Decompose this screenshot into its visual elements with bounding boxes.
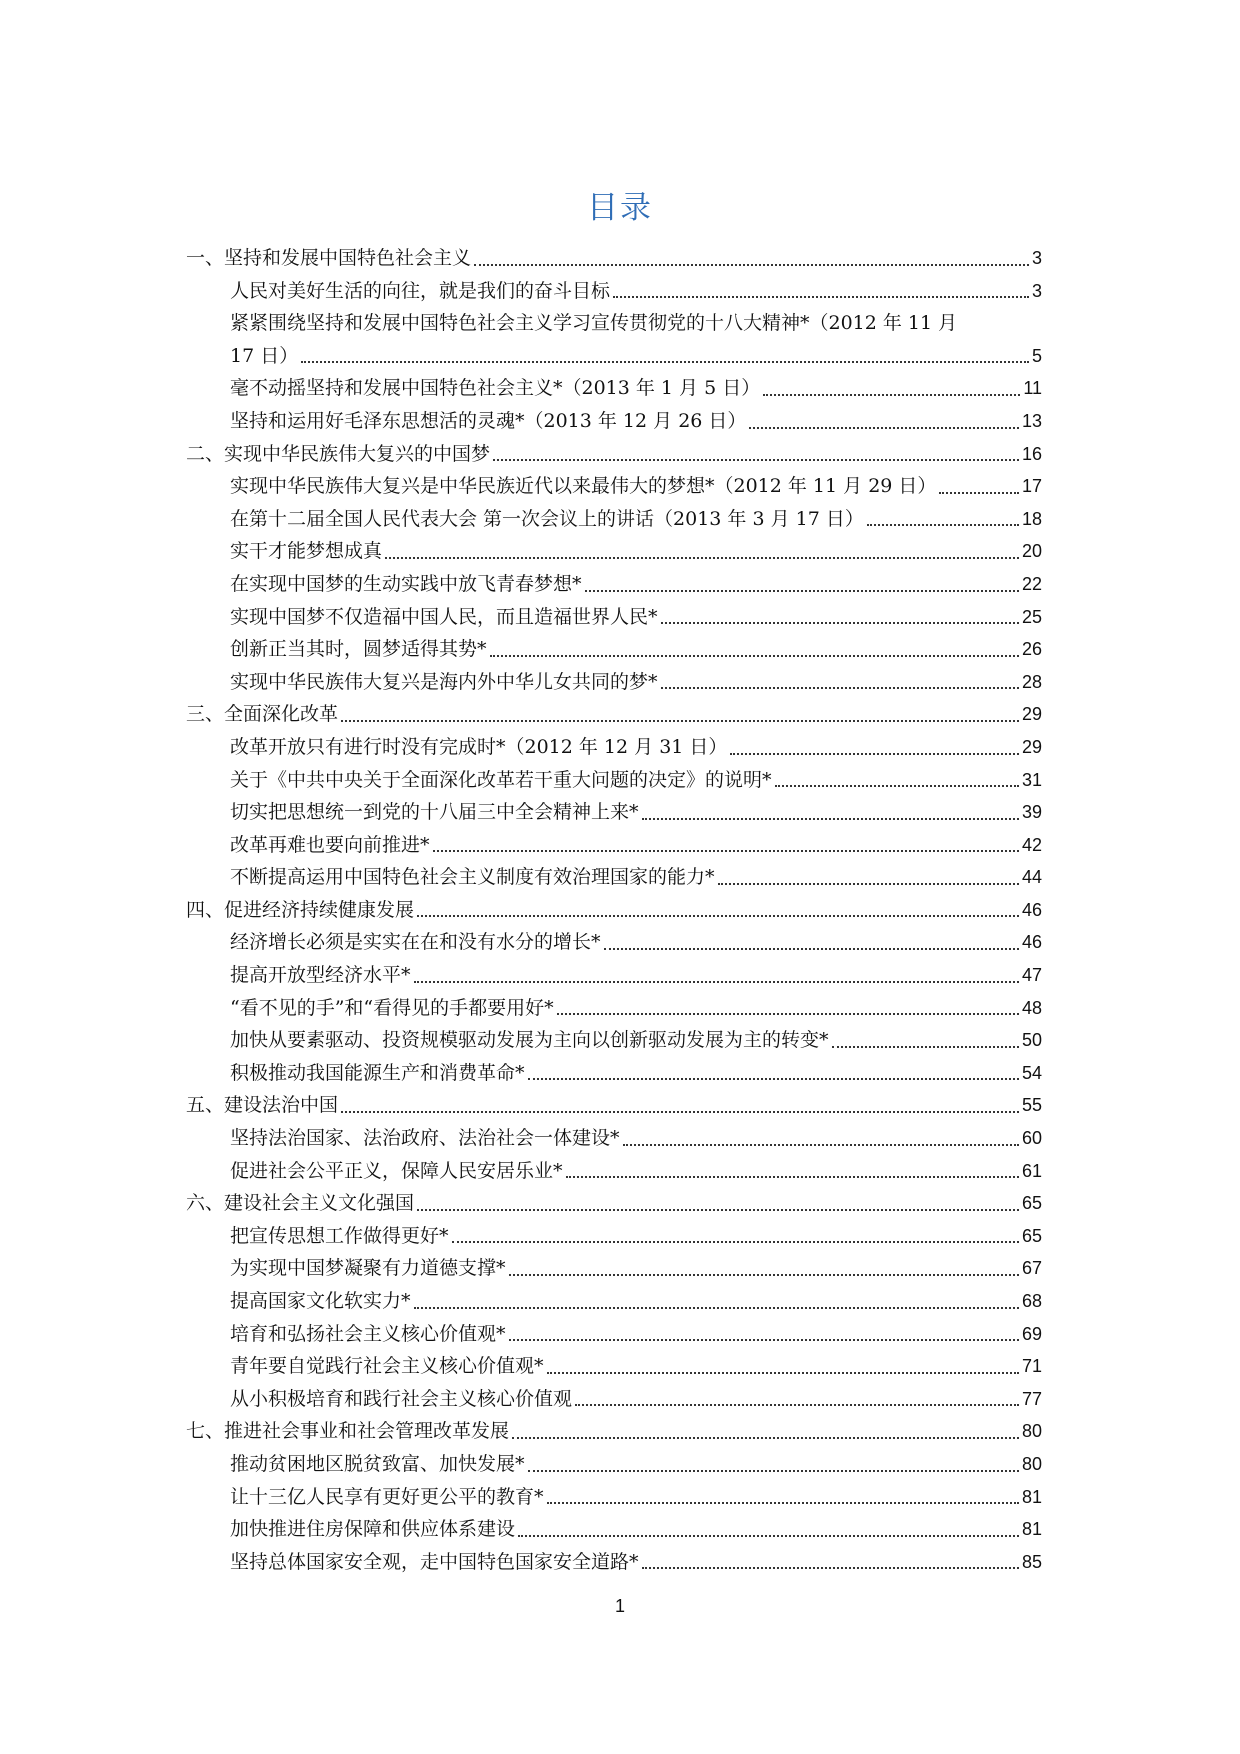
toc-entry[interactable] xyxy=(186,1155,1042,1188)
toc-entry-title: 17 日） xyxy=(230,344,299,367)
toc-entry[interactable] xyxy=(186,731,1042,764)
toc-entry[interactable] xyxy=(186,1285,1042,1318)
toc-section-entry[interactable] xyxy=(186,1089,1042,1122)
toc-entry-title: 不断提高运用中国特色社会主义制度有效治理国家的能力* xyxy=(230,866,715,889)
toc-page-number: 77 xyxy=(1021,1388,1042,1409)
toc-entry[interactable] xyxy=(186,926,1042,959)
toc-entry[interactable] xyxy=(186,601,1042,634)
toc-page-number: 31 xyxy=(1021,769,1042,790)
toc-entry[interactable] xyxy=(186,764,1042,797)
toc-page-number: 29 xyxy=(1021,736,1042,757)
toc-entry-title: 积极推动我国能源生产和消费革命* xyxy=(230,1061,525,1084)
toc-page-number: 39 xyxy=(1021,802,1042,823)
toc-page-number: 42 xyxy=(1021,834,1042,855)
toc-page-number: 17 xyxy=(1021,476,1042,497)
toc-page-number: 46 xyxy=(1021,899,1042,920)
dot-leader xyxy=(604,948,1019,950)
toc-entry[interactable] xyxy=(186,1513,1042,1546)
toc-entry[interactable] xyxy=(186,470,1042,503)
toc-entry-title: 加快从要素驱动、投资规模驱动发展为主向以创新驱动发展为主的转变* xyxy=(230,1029,829,1052)
toc-section-entry[interactable] xyxy=(186,894,1042,927)
dot-leader xyxy=(661,622,1019,624)
toc-entry[interactable] xyxy=(186,959,1042,992)
dot-leader xyxy=(474,264,1029,266)
toc-entry-title: 推动贫困地区脱贫致富、加快发展* xyxy=(230,1452,525,1475)
toc-entry[interactable] xyxy=(186,535,1042,568)
toc-entry-title: 毫不动摇坚持和发展中国特色社会主义*（2013 年 1 月 5 日） xyxy=(230,377,761,400)
toc-entry-title: 坚持和运用好毛泽东思想活的灵魂*（2013 年 12 月 26 日） xyxy=(230,409,747,432)
toc-entry[interactable] xyxy=(186,1350,1042,1383)
page-number: 1 xyxy=(614,1596,625,1616)
dot-leader xyxy=(642,1567,1019,1569)
dot-leader xyxy=(547,1502,1019,1504)
toc-entry[interactable] xyxy=(186,829,1042,862)
toc-page-number: 16 xyxy=(1021,443,1042,464)
toc-page-number: 3 xyxy=(1031,248,1042,268)
toc-entry[interactable] xyxy=(186,1057,1042,1090)
toc-entry-title: 四、促进经济持续健康发展 xyxy=(186,898,415,921)
toc-entry-continuation xyxy=(230,340,1042,373)
dot-leader xyxy=(775,785,1019,787)
toc-entry-title: 提高国家文化软实力* xyxy=(230,1290,411,1312)
toc-entry[interactable] xyxy=(186,275,1042,308)
dot-leader xyxy=(528,1470,1019,1472)
toc-page-number: 80 xyxy=(1021,1453,1042,1474)
toc-entry-title: 坚持法治国家、法治政府、法治社会一体建设* xyxy=(230,1127,620,1150)
toc-page-number: 54 xyxy=(1021,1062,1042,1083)
dot-leader xyxy=(642,818,1019,820)
toc-entry[interactable] xyxy=(186,372,1042,405)
dot-leader xyxy=(575,1404,1019,1406)
toc-section-entry[interactable] xyxy=(186,698,1042,731)
toc-entry-title: 培育和弘扬社会主义核心价值观* xyxy=(230,1322,506,1345)
toc-entry-title: 实干才能梦想成真 xyxy=(230,540,383,563)
toc-entry-title: 七、推进社会事业和社会管理改革发展 xyxy=(186,1420,510,1443)
toc-page-number: 85 xyxy=(1021,1551,1042,1572)
dot-leader xyxy=(452,1241,1019,1243)
toc-entry-title: 实现中华民族伟大复兴是海内外中华儿女共同的梦* xyxy=(230,670,658,693)
toc-entry-title: 在第十二届全国人民代表大会 第一次会议上的讲话（2013 年 3 月 17 日） xyxy=(230,507,864,530)
page-title: 目录 xyxy=(587,190,653,226)
dot-leader xyxy=(832,1046,1019,1048)
toc-entry-title: 促进社会公平正义，保障人民安居乐业* xyxy=(230,1159,563,1182)
toc-entry-title: 从小积极培育和践行社会主义核心价值观 xyxy=(230,1387,573,1410)
toc-page-number: 22 xyxy=(1021,573,1042,594)
toc-page-number: 81 xyxy=(1021,1486,1042,1507)
toc-section-entry[interactable] xyxy=(186,1187,1042,1220)
toc-entry[interactable] xyxy=(186,992,1042,1025)
toc-page-number: 29 xyxy=(1021,704,1042,725)
toc-entry[interactable] xyxy=(186,1546,1042,1579)
toc-entry[interactable] xyxy=(186,1252,1042,1285)
toc-entry-title: 改革开放只有进行时没有完成时*（2012 年 12 月 31 日） xyxy=(230,735,728,758)
toc-entry[interactable] xyxy=(186,568,1042,601)
dot-leader xyxy=(509,1274,1019,1276)
toc-entry[interactable] xyxy=(186,503,1042,536)
toc-page-number: 48 xyxy=(1021,997,1042,1018)
toc-page-number: 5 xyxy=(1031,345,1042,366)
toc-page-number: 68 xyxy=(1021,1291,1042,1311)
dot-leader xyxy=(385,557,1019,559)
dot-leader xyxy=(341,720,1019,722)
toc-entry-title: 人民对美好生活的向往，就是我们的奋斗目标 xyxy=(230,279,611,302)
toc-entry-title: 五、建设法治中国 xyxy=(186,1094,339,1117)
table-of-contents xyxy=(186,242,1042,1578)
toc-page-number: 11 xyxy=(1023,378,1042,399)
toc-entry-title: 坚持总体国家安全观，走中国特色国家安全道路* xyxy=(230,1550,639,1573)
toc-entry[interactable] xyxy=(186,1024,1042,1057)
dot-leader xyxy=(718,883,1019,885)
toc-entry-title: 实现中国梦不仅造福中国人民，而且造福世界人民* xyxy=(230,605,658,628)
toc-entry[interactable] xyxy=(186,1122,1042,1155)
dot-leader xyxy=(417,915,1019,917)
toc-entry[interactable] xyxy=(186,1318,1042,1351)
toc-entry-title: 三、全面深化改革 xyxy=(186,703,339,726)
toc-entry-title: 六、建设社会主义文化强国 xyxy=(186,1192,415,1215)
dot-leader xyxy=(763,394,1020,396)
toc-entry[interactable] xyxy=(186,861,1042,894)
toc-entry-title: 创新正当其时，圆梦适得其势* xyxy=(230,638,487,661)
toc-page-number: 55 xyxy=(1021,1095,1042,1116)
toc-entry[interactable] xyxy=(186,307,1042,372)
toc-entry-title: 实现中华民族伟大复兴是中华民族近代以来最伟大的梦想*（2012 年 11 月 29 日） xyxy=(230,475,937,498)
dot-leader xyxy=(566,1176,1019,1178)
toc-entry[interactable] xyxy=(186,633,1042,666)
dot-leader xyxy=(518,1535,1019,1537)
toc-entry[interactable] xyxy=(186,1220,1042,1253)
toc-entry-title: 切实把思想统一到党的十八届三中全会精神上来* xyxy=(230,801,639,824)
toc-entry-title: 加快推进住房保障和供应体系建设 xyxy=(230,1518,516,1541)
toc-page-number: 69 xyxy=(1021,1323,1042,1344)
toc-entry[interactable] xyxy=(186,666,1042,699)
dot-leader xyxy=(301,361,1029,363)
toc-entry-title: 改革再难也要向前推进* xyxy=(230,833,430,856)
toc-page-number: 80 xyxy=(1021,1421,1042,1442)
dot-leader xyxy=(512,1437,1019,1439)
dot-leader xyxy=(433,850,1019,852)
dot-leader xyxy=(493,459,1019,461)
toc-page-number: 25 xyxy=(1021,606,1042,627)
toc-page-number: 47 xyxy=(1021,965,1042,986)
toc-page-number: 81 xyxy=(1021,1519,1042,1540)
toc-page-number: 50 xyxy=(1021,1030,1042,1051)
toc-entry-title: 紧紧围绕坚持和发展中国特色社会主义学习宣传贯彻党的十八大精神*（2012 年 11 月 xyxy=(230,312,958,335)
toc-page-number: 26 xyxy=(1021,639,1042,660)
toc-page-number: 61 xyxy=(1021,1160,1042,1181)
dot-leader xyxy=(730,753,1019,755)
toc-section-entry[interactable] xyxy=(186,242,1042,275)
toc-entry-title: “看不见的手”和“看得见的手都要用好* xyxy=(230,996,554,1019)
dot-leader xyxy=(509,1339,1019,1341)
dot-leader xyxy=(547,1372,1019,1374)
toc-page-number: 13 xyxy=(1021,410,1042,431)
toc-entry[interactable] xyxy=(186,405,1042,438)
toc-entry-title: 二、实现中华民族伟大复兴的中国梦 xyxy=(186,442,491,465)
dot-leader xyxy=(749,427,1019,429)
dot-leader xyxy=(585,590,1019,592)
toc-page-number: 28 xyxy=(1021,671,1042,692)
dot-leader xyxy=(341,1111,1019,1113)
toc-section-entry[interactable] xyxy=(186,438,1042,471)
toc-page-number: 20 xyxy=(1021,541,1042,562)
dot-leader xyxy=(557,1013,1019,1015)
dot-leader xyxy=(414,981,1019,983)
toc-page-number: 60 xyxy=(1021,1128,1042,1149)
toc-entry-title: 让十三亿人民享有更好更公平的教育* xyxy=(230,1485,544,1508)
toc-entry-title: 在实现中国梦的生动实践中放飞青春梦想* xyxy=(230,572,582,595)
toc-page-number: 3 xyxy=(1031,280,1042,301)
toc-page-number: 44 xyxy=(1021,867,1042,888)
toc-entry-title: 为实现中国梦凝聚有力道德支撑* xyxy=(230,1257,506,1280)
dot-leader xyxy=(613,296,1029,298)
toc-entry-title: 提高开放型经济水平* xyxy=(230,964,411,987)
dot-leader xyxy=(661,687,1019,689)
toc-page-number: 67 xyxy=(1021,1258,1042,1279)
toc-section-entry[interactable] xyxy=(186,1415,1042,1448)
dot-leader xyxy=(623,1144,1019,1146)
toc-page-number: 65 xyxy=(1021,1225,1042,1246)
dot-leader xyxy=(417,1209,1019,1211)
toc-entry[interactable] xyxy=(186,1481,1042,1514)
dot-leader xyxy=(867,524,1019,526)
dot-leader xyxy=(414,1307,1019,1309)
toc-page-number: 46 xyxy=(1021,932,1042,953)
toc-entry-title: 关于《中共中央关于全面深化改革若干重大问题的决定》的说明* xyxy=(230,768,772,791)
toc-page-number: 71 xyxy=(1021,1356,1042,1377)
dot-leader xyxy=(490,655,1019,657)
toc-entry-title: 青年要自觉践行社会主义核心价值观* xyxy=(230,1355,544,1378)
toc-page-number: 18 xyxy=(1021,508,1042,529)
toc-page-number: 65 xyxy=(1021,1193,1042,1214)
toc-entry-title: 把宣传思想工作做得更好* xyxy=(230,1224,449,1247)
dot-leader xyxy=(528,1078,1019,1080)
toc-entry[interactable] xyxy=(186,1448,1042,1481)
dot-leader xyxy=(939,492,1019,494)
toc-entry[interactable] xyxy=(186,796,1042,829)
toc-entry[interactable] xyxy=(186,1383,1042,1416)
toc-entry-title: 一、坚持和发展中国特色社会主义 xyxy=(186,247,472,269)
toc-entry-title: 经济增长必须是实实在在和没有水分的增长* xyxy=(230,931,601,954)
